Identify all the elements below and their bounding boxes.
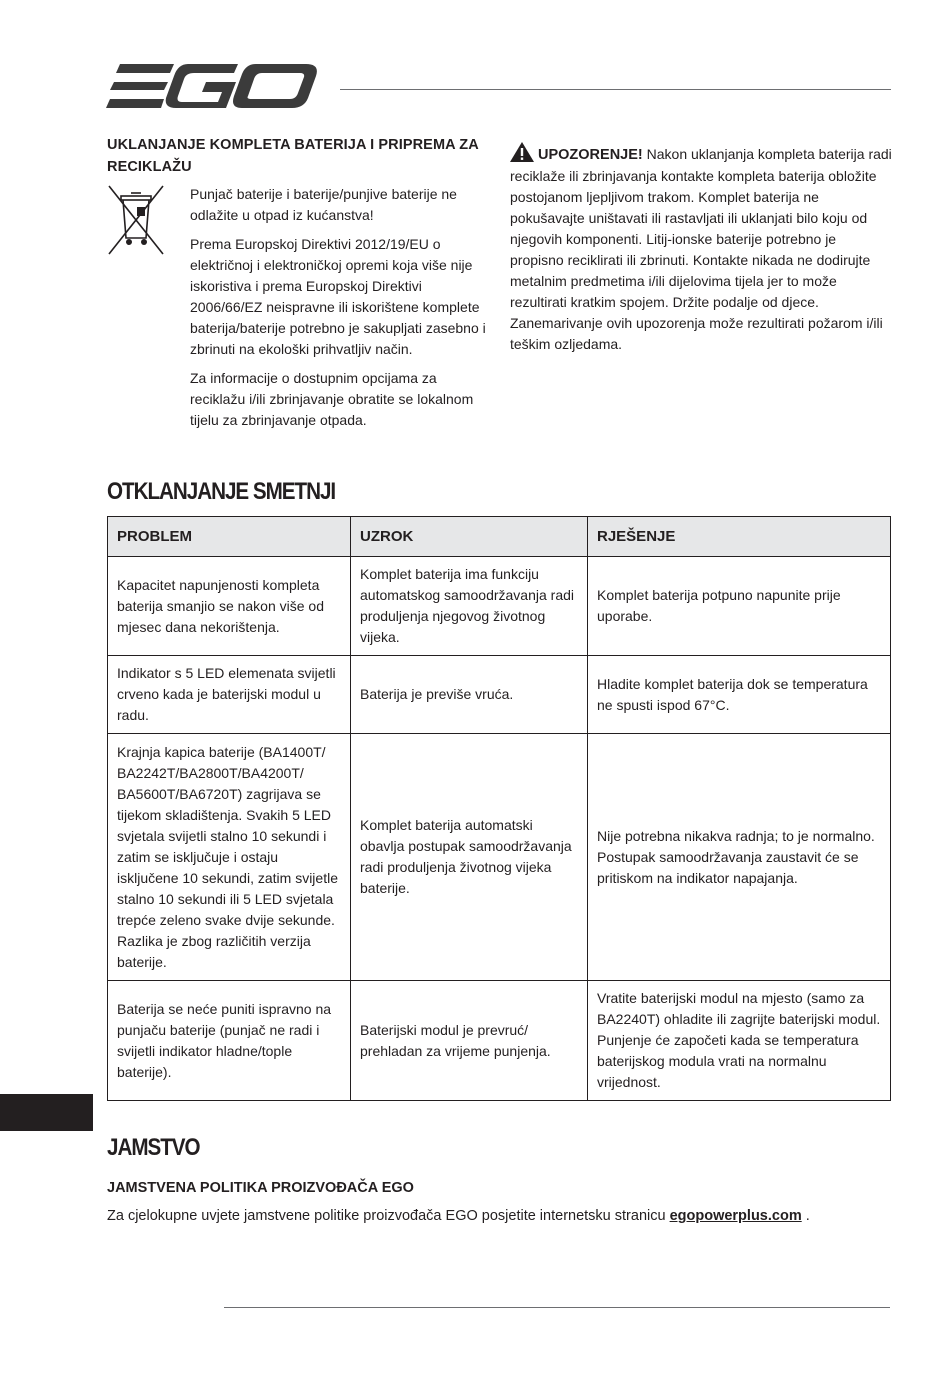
ego-logo — [106, 64, 318, 114]
crossed-out-wheelie-bin-icon — [107, 184, 165, 258]
warning-text-block — [510, 142, 892, 355]
warning-text: Nakon uklanjanja kompleta baterija radi reciklaže ili zbrinjavanja kontakte kompleta baterija obložite postojanom ljepljivom trakom. Komplet baterija ne pokušavajte uništavati ili rastavljati ili uklanjati bilo koju od njegovih komponenti. Litij-ionske baterije potrebno je propisno reciklirati ili zbrinuti. Kontakte nikada ne dodirujte metalnim predmetima i/ili dijelovima tijela jer to može rezultirati kratkim spojem. Držite podalje od djece. Zanemarivanje ovih upozorenja može rezultirati požarom i/ili teškim ozljedama. — [510, 146, 892, 352]
column-header-solution: RJEŠENJE — [588, 517, 891, 557]
solution-cell: Vratite baterijski modul na mjesto (samo za BA2240T) ohladite ili zagrijte baterijski modul. Punjenje će započeti kada se temperatura baterijskog modula vrati na normalnu vrijednost. — [588, 981, 891, 1101]
problem-cell: Krajnja kapica baterije (BA1400T/ BA2242T/BA2800T/BA4200T/ BA5600T/BA6720T) zagrijava se tijekom skladištenja. Svakih 5 LED svjetala svijetli stalno 10 sekundi i zatim se isključuje i ostaju isključene 10 sekundi, zatim svijetle stalno 10 sekundi ili 5 LED svjetala trepće zeleno svake dvije sekunde. Razlika je zbog različitih verzija baterije. — [108, 734, 351, 981]
warning-section — [510, 142, 892, 355]
troubleshooting-title: OTKLANJANJE SMETNJI — [107, 478, 336, 505]
cause-cell: Baterijski modul je prevruć/ prehladan za vrijeme punjenja. — [351, 981, 588, 1101]
cause-cell: Komplet baterija automatski obavlja postupak samoodržavanja radi produljenja životnog vijeka baterije. — [351, 734, 588, 981]
solution-cell: Nije potrebna nikakva radnja; to je normalno. Postupak samoodržavanja zaustavit će se pritiskom na indikator napajanja. — [588, 734, 891, 981]
problem-cell: Indikator s 5 LED elemenata svijetli crveno kada je baterijski modul u radu. — [108, 656, 351, 734]
recycling-paragraph: Prema Europskoj Direktivi 2012/19/EU o električnoj i elektroničkoj opremi koja više nije iskoristiva i prema Europskoj Direktivi 2006/66/EZ neispravne ili iskorištene komplete baterija/baterije potrebno je sakupljati zasebno i zbrinuti na ekološki prihvatljiv način. — [190, 236, 486, 357]
problem-cell: Kapacitet napunjenosti kompleta baterija smanjio se nakon više od mjesec dana nekorištenja. — [108, 557, 351, 656]
column-header-cause: UZROK — [351, 517, 588, 557]
recycling-paragraph: Za informacije o dostupnim opcijama za reciklažu i/ili zbrinjavanje obratite se lokalnom tijelu za zbrinjavanje otpada. — [190, 370, 474, 428]
recycling-block — [107, 184, 487, 431]
table-row — [108, 981, 891, 1101]
warranty-subheading: JAMSTVENA POLITIKA PROIZVOĐAČA EGO — [107, 1180, 414, 1196]
warning-triangle-icon — [510, 142, 534, 162]
recycling-paragraph: Punjač baterije i baterije/punjive baterije ne odlažite u otpad iz kućanstva! — [190, 186, 457, 223]
table-header-row — [108, 517, 891, 557]
warranty-text — [107, 1208, 810, 1224]
header-rule — [340, 89, 891, 90]
recycling-section — [107, 134, 487, 439]
table-row — [108, 656, 891, 734]
troubleshooting-table — [107, 516, 891, 1101]
solution-cell: Hladite komplet baterija dok se temperatura ne spusti ispod 67°C. — [588, 656, 891, 734]
problem-cell: Baterija se neće puniti ispravno na punjaču baterije (punjač ne radi i svijetli indikator hladne/tople baterije). — [108, 981, 351, 1101]
footer-rule — [224, 1307, 890, 1308]
warranty-link[interactable]: egopowerplus.com — [669, 1208, 802, 1224]
warranty-sentence: Za cjelokupne uvjete jamstvene politike proizvođača EGO posjetite internetsku stranicu — [107, 1208, 670, 1224]
cause-cell: Baterija je previše vruća. — [351, 656, 588, 734]
column-header-problem: PROBLEM — [108, 517, 351, 557]
warranty-title: JAMSTVO — [107, 1134, 200, 1161]
warning-label: UPOZORENJE! — [538, 147, 643, 163]
warranty-suffix: . — [801, 1208, 810, 1224]
table-row — [108, 734, 891, 981]
solution-cell: Komplet baterija potpuno napunite prije uporabe. — [588, 557, 891, 656]
page-side-tab — [0, 1094, 93, 1131]
cause-cell: Komplet baterija ima funkciju automatskog samoodržavanja radi produljenja njegovog životnog vijeka. — [351, 557, 588, 656]
recycling-heading: UKLANJANJE KOMPLETA BATERIJA I PRIPREMA ZA RECIKLAŽU — [107, 137, 479, 175]
table-row — [108, 557, 891, 656]
